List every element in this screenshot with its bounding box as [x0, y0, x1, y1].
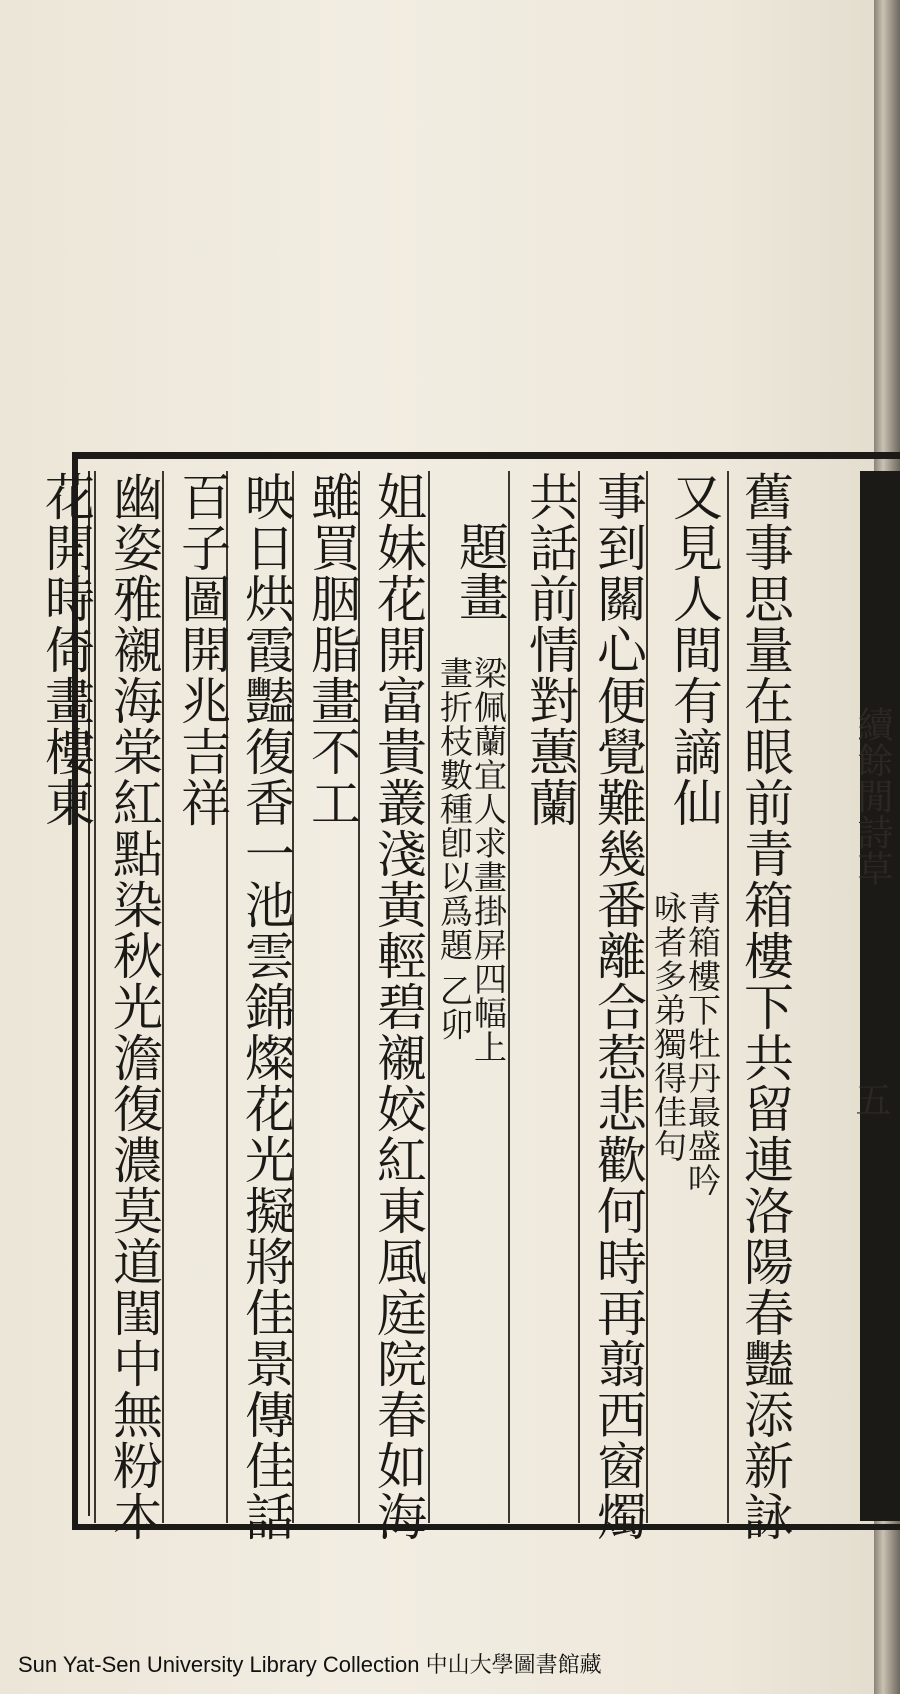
poem-line-3: 事到關心便覺難幾番離合惹悲歡何時再翦西窗燭: [589, 471, 647, 1542]
column-rule: [508, 471, 510, 1523]
column-rule: [727, 471, 729, 1523]
poem-line-9: 幽姿雅襯海棠紅點染秋光澹復濃莫道閨中無粉本: [105, 471, 163, 1542]
poem-line-7: 映日烘霞豔復香一池雲錦燦花光擬將佳景傳佳話: [237, 471, 295, 1542]
heading-note-1: 梁佩蘭宜人求畫掛屏四幅上: [469, 656, 508, 1064]
heading-note-2: 畫折枝數種卽以爲題 乙卯: [435, 656, 474, 1042]
poem-line-6: 雖買胭脂畫不工: [303, 471, 361, 828]
poem-line-8: 百子圖開兆吉祥: [173, 471, 231, 828]
side-title: 續餘閒詩草: [852, 706, 893, 886]
annotation-line-2: 咏者多弟獨得佳句: [649, 891, 688, 1163]
annotation-line-1: 青箱樓下牡丹最盛吟: [683, 891, 722, 1197]
text-frame-inner: [37, 471, 900, 1542]
margin-block: [860, 471, 900, 1521]
text-frame: [37, 452, 900, 1542]
poem-line-4: 共話前情對蕙蘭: [521, 471, 579, 828]
page-number: 五: [850, 1081, 891, 1117]
section-heading: 題畫: [451, 521, 509, 621]
column-rule: [428, 471, 430, 1523]
poem-line-2: 又見人間有謫仙: [665, 471, 723, 828]
poem-line-5: 姐妹花開富貴叢淺黃輕碧襯姣紅東風庭院春如海: [369, 471, 427, 1542]
library-collection-footer: Sun Yat-Sen University Library Collection 中山大學圖書館藏: [18, 1652, 602, 1677]
poem-line-10: 花開時倚畫樓東: [37, 471, 95, 828]
poem-line-1: 舊事思量在眼前青箱樓下共留連洛陽春豔添新詠: [736, 471, 794, 1542]
